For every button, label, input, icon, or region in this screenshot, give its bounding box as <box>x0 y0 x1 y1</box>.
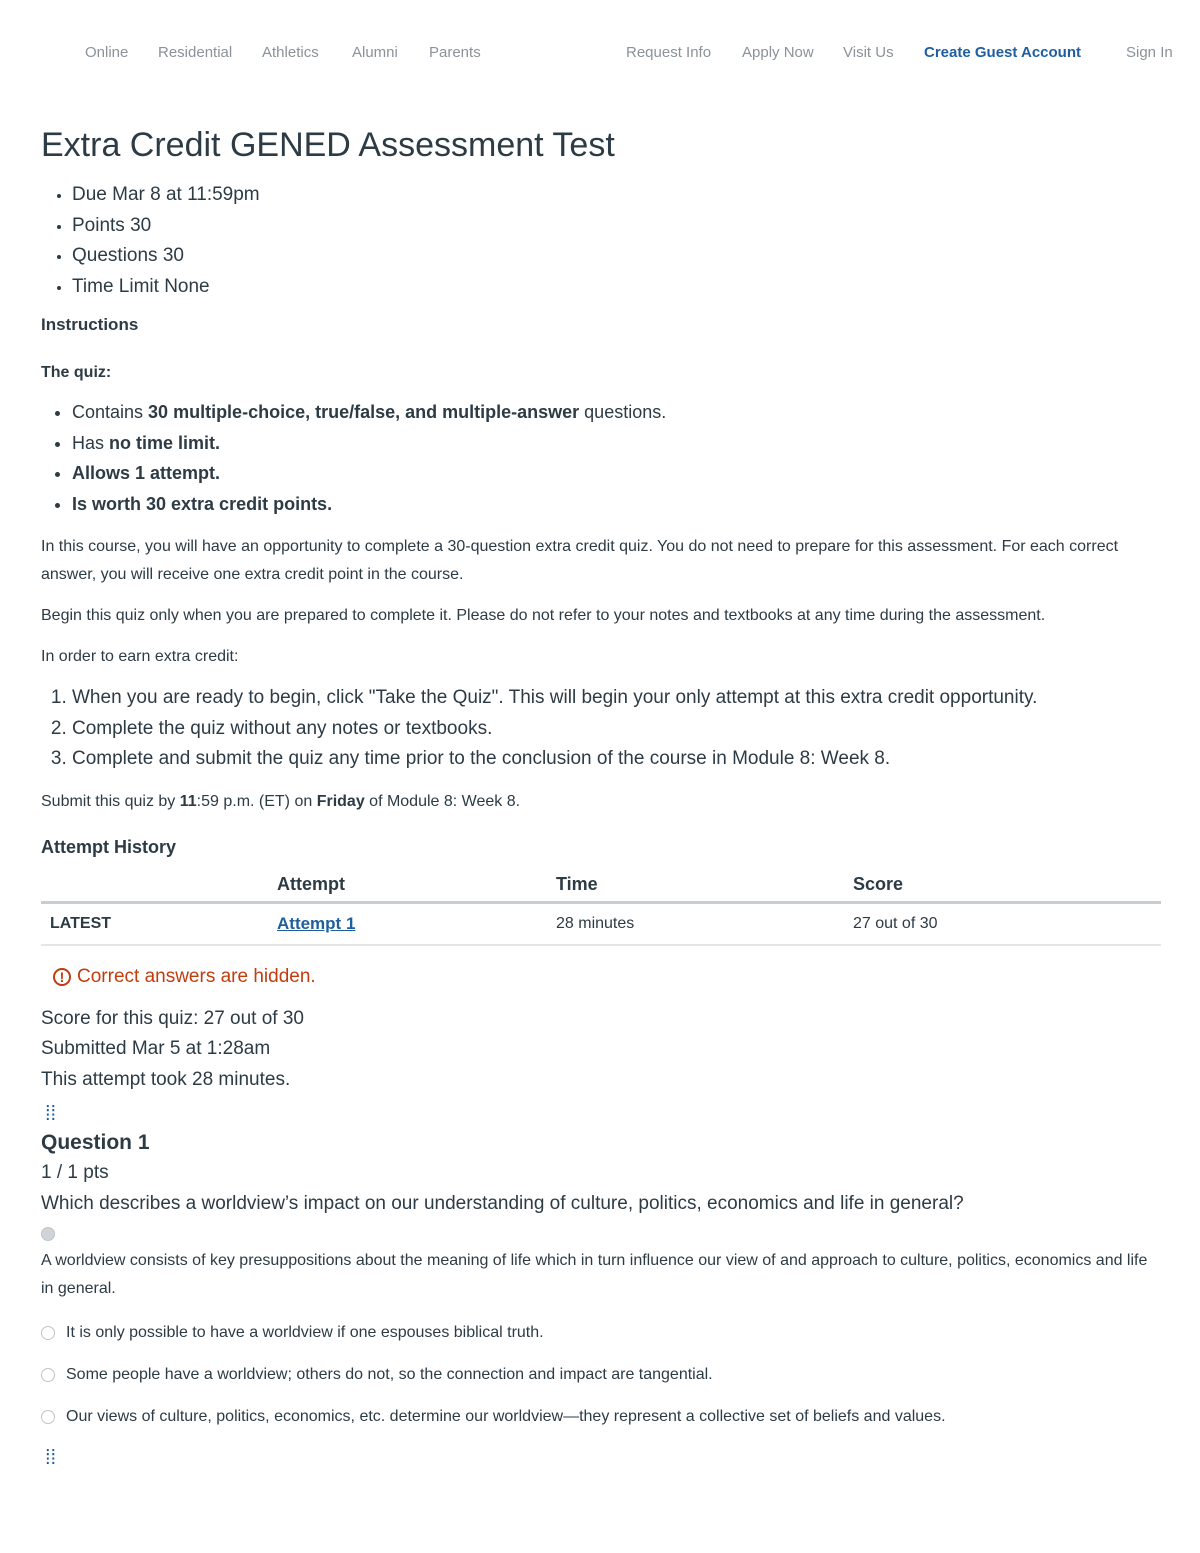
radio-button-selected[interactable] <box>41 1227 55 1241</box>
submit-deadline: Submit this quiz by 11:59 p.m. (ET) on Friday of Module 8: Week 8. <box>41 792 521 810</box>
instructions-heading: Instructions <box>41 315 139 334</box>
column-header: Time <box>556 868 853 903</box>
attempt-link[interactable]: Attempt 1 <box>277 913 356 933</box>
radio-button[interactable] <box>41 1368 55 1382</box>
answer-option-selected <box>41 1225 1161 1303</box>
nav-request-info[interactable]: Request Info <box>626 44 712 61</box>
question-count: • Questions 30 <box>72 241 1161 272</box>
attempt-duration: This attempt took 28 minutes. <box>41 1068 291 1090</box>
quiz-detail-item: • Allows 1 attempt. <box>72 458 1161 489</box>
column-header: Score <box>853 868 1161 903</box>
nav-alumni[interactable]: Alumni <box>352 44 398 61</box>
quiz-heading: The quiz: <box>41 364 112 381</box>
score-summary <box>41 1004 1161 1096</box>
column-header <box>41 868 277 903</box>
attempt-history-table <box>41 868 1161 946</box>
nav-visit-us[interactable]: Visit Us <box>843 44 894 61</box>
drag-handle-icon[interactable]: ⁞⁞ <box>45 1447 57 1469</box>
nav-create-guest-account[interactable]: Create Guest Account <box>924 44 1081 61</box>
time-cell: 28 minutes <box>556 902 853 945</box>
top-nav <box>0 44 1200 64</box>
attempt-history-heading: Attempt History <box>41 836 177 857</box>
attempt-cell <box>277 902 556 945</box>
answer-text: Our views of culture, politics, economics, etc. determine our worldview—they represent a collective set of beliefs and values. <box>66 1408 946 1425</box>
nav-apply-now[interactable]: Apply Now <box>742 44 814 61</box>
answers-hidden-text: Correct answers are hidden. <box>77 965 316 987</box>
quiz-score: Score for this quiz: 27 out of 30 <box>41 1007 304 1029</box>
answer-option <box>41 1363 1161 1387</box>
points: • Points 30 <box>72 211 1161 242</box>
steps-list <box>41 683 1161 775</box>
nav-sign-in[interactable]: Sign In <box>1126 44 1173 61</box>
nav-residential[interactable]: Residential <box>158 44 233 61</box>
main-content <box>41 124 1161 1469</box>
quiz-detail-item: • Is worth 30 extra credit points. <box>72 489 1161 520</box>
latest-label: LATEST <box>41 902 277 945</box>
submitted-at: Submitted Mar 5 at 1:28am <box>41 1038 271 1059</box>
instructions-paragraph: In order to earn extra credit: <box>41 648 239 665</box>
column-header: Attempt <box>277 868 556 903</box>
radio-button[interactable] <box>41 1410 55 1424</box>
question-points: 1 / 1 pts <box>41 1162 109 1183</box>
answer-option <box>41 1405 1161 1429</box>
answers-hidden-notice <box>53 966 1161 988</box>
page-title: Extra Credit GENED Assessment Test <box>41 126 615 164</box>
step-item: 2. Complete the quiz without any notes or textbooks. <box>72 714 1161 745</box>
quiz-detail-item: • Has no time limit. <box>72 428 1161 459</box>
nav-online[interactable]: Online <box>85 44 129 61</box>
answer-text: It is only possible to have a worldview if one espouses biblical truth. <box>66 1324 544 1341</box>
answer-text: Some people have a worldview; others do not, so the connection and impact are tangential. <box>66 1366 713 1383</box>
quiz-meta-list <box>41 180 1161 302</box>
step-item: 3. Complete and submit the quiz any time prior to the conclusion of the course in Module 8: Week 8. <box>72 744 1161 775</box>
quiz-detail-item: • Contains 30 multiple-choice, true/false, and multiple-answer questions. <box>72 397 1161 428</box>
time-limit: • Time Limit None <box>72 272 1161 303</box>
nav-athletics[interactable]: Athletics <box>262 44 319 61</box>
drag-handle-icon[interactable]: ⁞⁞ <box>45 1103 57 1125</box>
exclamation-circle-icon: ! <box>53 968 71 986</box>
answer-text: A worldview consists of key presuppositions about the meaning of life which in turn influence our view of and approach to culture, politics, economics and life in general. <box>41 1252 1148 1297</box>
nav-parents[interactable]: Parents <box>429 44 481 61</box>
question-text: Which describes a worldview’s impact on our understanding of culture, politics, economics and life in general? <box>41 1193 964 1214</box>
table-row <box>41 902 1161 945</box>
table-header-row <box>41 868 1161 903</box>
answer-option <box>41 1321 1161 1345</box>
radio-button[interactable] <box>41 1326 55 1340</box>
instructions-paragraph: In this course, you will have an opportunity to complete a 30-question extra credit quiz. You do not need to prepare for this assessment. For each correct answer, you will receive one extra credit point in the course. <box>41 538 1119 583</box>
score-cell: 27 out of 30 <box>853 902 1161 945</box>
due-date: • Due Mar 8 at 11:59pm <box>72 180 1161 211</box>
step-item: 1. When you are ready to begin, click "Take the Quiz". This will begin your only attempt at this extra credit opportunity. <box>72 683 1161 714</box>
question-title: Question 1 <box>41 1131 150 1154</box>
quiz-details-list <box>41 397 1161 519</box>
instructions-paragraph: Begin this quiz only when you are prepared to complete it. Please do not refer to your notes and textbooks at any time during the assessment. <box>41 607 1046 624</box>
